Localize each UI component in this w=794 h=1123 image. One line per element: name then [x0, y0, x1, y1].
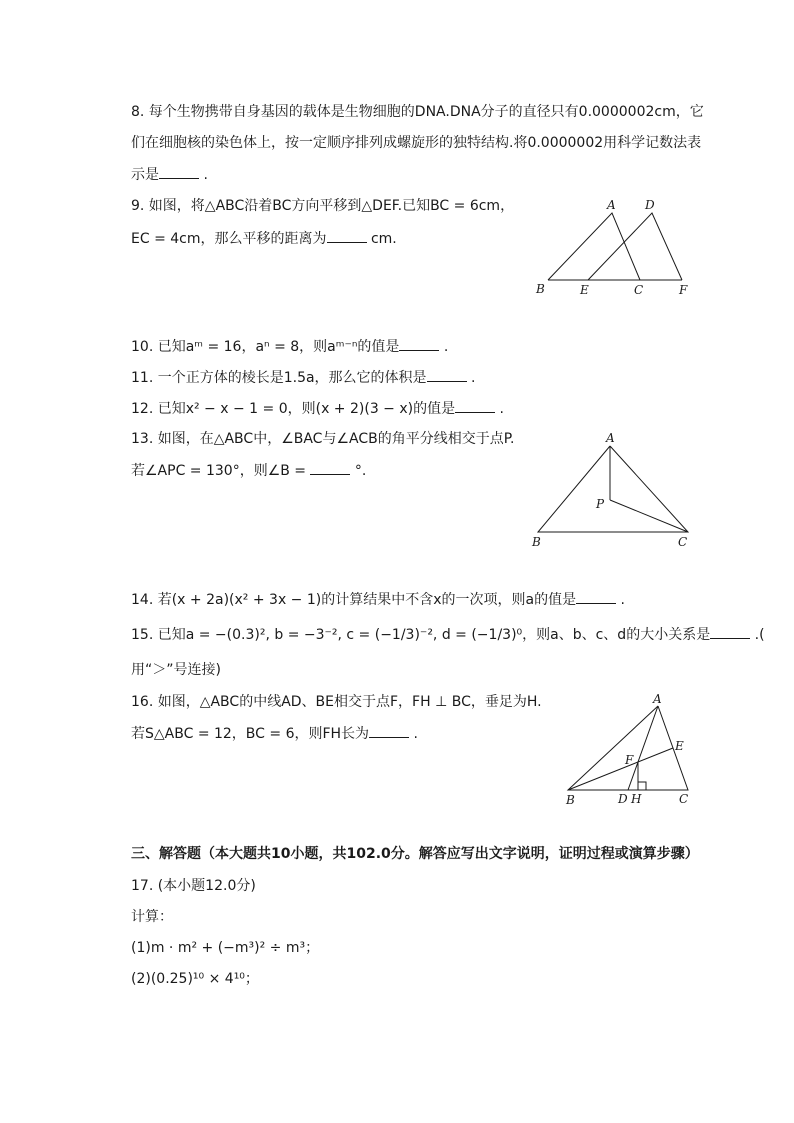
q13-line-2 — [131, 460, 366, 481]
q14-post: . — [616, 592, 625, 608]
label-e: E — [580, 283, 589, 297]
q17-item-1: (1)m · m² + (−m³)² ÷ m³； — [131, 940, 320, 956]
label-a: A — [607, 198, 616, 212]
label-f: F — [679, 283, 688, 297]
q16-line-2-pre: 若S△ABC = 12，BC = 6，则FH长为 — [131, 726, 370, 742]
q8-line-3-post: . — [199, 167, 208, 183]
section-3-title: 三、解答题（本大题共10小题，共102.0分。解答应写出文字说明，证明过程或演算步骤） — [131, 846, 699, 862]
q11-text: 11. 一个正方体的棱长是1.5a，那么它的体积是 — [131, 370, 427, 386]
label-h: H — [631, 792, 642, 806]
label-d: D — [645, 198, 655, 212]
q13-line-2-pre: 若∠APC = 130°，则∠B = — [131, 463, 311, 479]
q14-line — [131, 589, 625, 610]
q8-line-2: 们在细胞核的染色体上，按一定顺序排列成螺旋形的独特结构.将0.0000002用科学记数法表 — [131, 135, 702, 151]
triangle-abc — [548, 213, 640, 280]
q16-line-2-post: . — [409, 726, 418, 742]
label-b: B — [536, 282, 545, 296]
q12-text: 12. 已知x² − x − 1 = 0，则(x + 2)(3 − x)的值是 — [131, 401, 456, 417]
label-d: D — [618, 792, 628, 806]
label-c: C — [679, 792, 689, 806]
label-f: F — [625, 753, 634, 767]
q11-line — [131, 367, 475, 388]
q16-line-2 — [131, 723, 418, 744]
q8-line-1: 8. 每个生物携带自身基因的载体是生物细胞的DNA.DNA分子的直径只有0.0000002cm，它 — [131, 104, 704, 120]
q10-line — [131, 336, 448, 357]
answer-blank — [369, 723, 409, 738]
median-ad — [628, 706, 658, 790]
label-c: C — [678, 535, 688, 549]
answer-blank — [310, 460, 350, 475]
answer-blank — [159, 164, 199, 179]
right-angle-mark — [638, 782, 646, 790]
label-a: A — [653, 692, 662, 706]
q13-figure — [528, 428, 698, 552]
label-e: E — [675, 739, 684, 753]
answer-blank — [327, 228, 367, 243]
q15-text: 15. 已知a = −(0.3)², b = −3⁻², c = (−1/3)⁻², d = (−1/3)⁰，则a、b、c、d的大小关系是 — [131, 627, 711, 643]
label-p: P — [596, 497, 605, 511]
q17-header: 17. (本小题12.0分) — [131, 878, 256, 894]
q14-text: 14. 若(x + 2a)(x² + 3x − 1)的计算结果中不含x的一次项，则a的值是 — [131, 592, 577, 608]
answer-blank — [399, 336, 439, 351]
label-b: B — [532, 535, 541, 549]
q9-line-2-pre: EC = 4cm，那么平移的距离为 — [131, 231, 327, 247]
median-be — [568, 748, 673, 790]
answer-blank — [576, 589, 616, 604]
q9-line-2 — [131, 228, 397, 249]
q9-line-1: 9. 如图，将△ABC沿着BC方向平移到△DEF.已知BC = 6cm， — [131, 198, 515, 214]
q17-intro: 计算： — [131, 909, 173, 925]
q15-line-2: 用“＞”号连接) — [131, 662, 221, 678]
label-b: B — [566, 793, 575, 807]
answer-blank — [455, 398, 495, 413]
q8-line-3-pre: 示是 — [131, 167, 159, 183]
q12-line — [131, 398, 504, 419]
answer-blank — [427, 367, 467, 382]
q15-line-1 — [131, 624, 765, 645]
triangle-abc — [538, 446, 688, 532]
q12-post: . — [495, 401, 505, 417]
q17-item-2: (2)(0.25)¹⁰ × 4¹⁰； — [131, 971, 259, 987]
bisector-cp — [610, 500, 688, 532]
q11-post: . — [466, 370, 476, 386]
q16-figure — [558, 692, 698, 812]
triangle-abc — [568, 706, 688, 790]
label-a: A — [606, 431, 615, 445]
label-c: C — [634, 283, 644, 297]
q10-text: 10. 已知aᵐ = 16，aⁿ = 8，则aᵐ⁻ⁿ的值是 — [131, 339, 400, 355]
q10-post: . — [439, 339, 449, 355]
q9-figure — [528, 196, 698, 300]
q13-line-1: 13. 如图，在△ABC中，∠BAC与∠ACB的角平分线相交于点P. — [131, 431, 515, 447]
q8-line-3 — [131, 164, 208, 185]
q9-line-2-post: cm. — [366, 231, 397, 247]
q15-post: .( — [750, 627, 765, 643]
q13-line-2-post: °. — [350, 463, 367, 479]
answer-blank — [710, 624, 750, 639]
q16-line-1: 16. 如图，△ABC的中线AD、BE相交于点F，FH ⊥ BC，垂足为H. — [131, 694, 542, 710]
